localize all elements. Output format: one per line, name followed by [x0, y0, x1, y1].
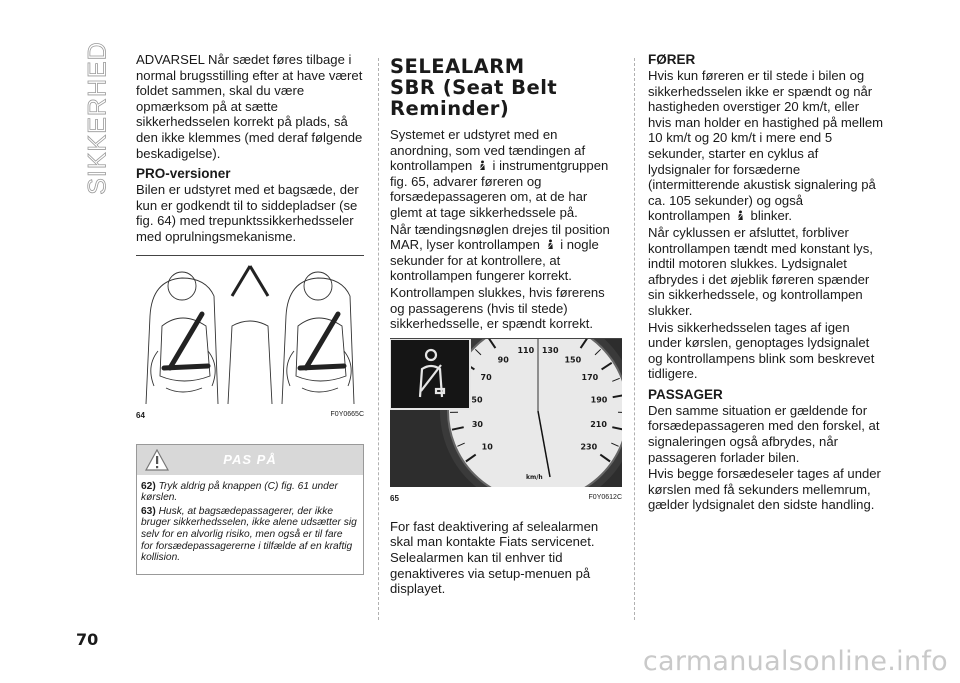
warning-box [136, 444, 364, 575]
figure-caption [390, 494, 622, 503]
sbr-paragraph-2: Når tændingsnøglen drejes til position MAR, lyser kontrollampen i nogle sekunder for at kontrollere, at kontrollampen fungerer korrekt. [390, 221, 610, 284]
side-title-text: SIKKERHED [83, 41, 112, 195]
pro-heading: PRO-versioner [136, 166, 231, 182]
speedometer-illustration [390, 339, 622, 487]
warning-item-text: Husk, at bagsædepassagerer, der ikke bruger sikkerhedsselen, ikke alene udsætter sig selv for en alvorlig risiko, men også er til fare for forsædepassagererne i tilfælde af en kraftig kollision. [141, 505, 357, 564]
advarsel-paragraph: ADVARSEL Når sædet føres tilbage i normal brugsstilling efter at have været foldet sammen, skal du være opmærksom på at sætte sikkerhedsselen korrekt på plads, så den ikke klemmes (med deraf følgende beskadigelse). [136, 52, 363, 161]
speed-scale-label: 70 [480, 372, 492, 382]
driver-paragraph-3: Hvis sikkerhedsselen tages af igen under kørslen, genoptages lydsignalet og kontrollampens blink som beskrevet tidligere. [648, 319, 875, 382]
column-2 [390, 52, 622, 598]
figure-number: 64 [136, 410, 145, 420]
seatbelt-warning-icon [478, 160, 487, 171]
speed-scale-label: 190 [590, 395, 608, 405]
column-divider [378, 58, 379, 620]
speed-scale-label: 50 [471, 395, 483, 405]
figure-number: 65 [390, 493, 399, 503]
driver-paragraph-1: Hvis kun føreren er til stede i bilen og sikkerhedsselen ikke er spændt og når hastigheden overstiger 20 km/t, eller hvis man holder en hastighed på mellem 10 km/t og 20 km/t i mere end 5 sekunder, starter en cyklus af lydsignaler for forsæderne (intermitterende akustisk signalering på ca. 105 sekunder) og også kontrollampen blinker. [648, 68, 884, 224]
warning-header [137, 445, 363, 475]
heading-line: SELEALARM [390, 55, 525, 78]
column-divider [634, 58, 635, 620]
warning-triangle-icon [145, 449, 169, 471]
warning-title: PAS PÅ [223, 452, 277, 468]
heading-line: SBR (Seat Belt [390, 76, 558, 99]
figure-caption [136, 411, 364, 420]
speed-scale-label: 230 [580, 442, 598, 452]
warning-item-text: Tryk aldrig på knappen (C) fig. 61 under kørslen. [141, 480, 338, 504]
speed-scale-label: 150 [564, 355, 582, 365]
speed-scale-label: 130 [541, 345, 559, 355]
pro-paragraph: Bilen er udstyret med et bagsæde, der kun er godkendt til to siddepladser (se fig. 64) med trepunktssikkerhedsseler med oprulningsmekanisme. [136, 182, 359, 244]
sbr-paragraph-3: Kontrollampen slukkes, hvis førerens og passagerens (hvis til stede) sikkerhedsselle, er spændt korrekt. [390, 284, 605, 332]
figure-64 [136, 255, 364, 420]
watermark-url: carmanualsonline.info [642, 646, 948, 677]
column-1 [136, 52, 364, 575]
sbr-paragraph-1: Systemet er udstyret med en anordning, som ved tændingen af kontrollampen i instrumentgruppen fig. 65, advarer føreren og forsædepassageren om, at de har glemt at tage sikkerhedssele på. [390, 127, 609, 220]
speed-unit-label: km/h [526, 473, 543, 481]
warning-body [137, 475, 363, 574]
seatbelt-warning-icon [546, 239, 555, 250]
speed-scale-label: 210 [590, 419, 607, 429]
speed-scale-label: 10 [481, 442, 493, 452]
passenger-paragraph-1: Den samme situation er gældende for forsædepassageren med den forskel, at signaleringen også afbrydes, når passageren forlader bilen. [648, 402, 880, 465]
rear-seat-belts-illustration [136, 256, 364, 404]
warning-item [141, 481, 357, 504]
page-number: 70 [76, 630, 99, 649]
warning-item-number: 62) [141, 480, 156, 492]
figure-code: F0Y0665C [330, 410, 364, 418]
passenger-paragraph-2: Hvis begge forsædeseler tages af under kørslen med få sekunders mellemrum, gælder lydsignalet den sidste handling. [648, 466, 881, 513]
seatbelt-warning-icon [736, 210, 745, 221]
passenger-heading: PASSAGER [648, 386, 723, 402]
column-3 [648, 52, 884, 514]
warning-item [141, 506, 357, 564]
driver-paragraph-2: Når cyklussen er afsluttet, forbliver kontrollampen tændt med konstant lys, indtil motoren slukkes. Lydsignalet afbrydes i det øjeblik føreren spænder sin sikkerhedssele, og kontrollampen slukker. [648, 224, 873, 318]
section-side-title [78, 41, 118, 195]
speed-scale-label: 90 [497, 355, 509, 365]
speed-scale-label: 30 [471, 419, 483, 429]
driver-heading: FØRER [648, 52, 696, 67]
heading-line: Reminder) [390, 97, 510, 120]
speed-scale-label: 110 [517, 345, 535, 355]
figure-65 [390, 338, 622, 503]
speed-scale-label: 170 [581, 372, 599, 382]
selealarm-heading [390, 56, 622, 119]
warning-item-number: 63) [141, 505, 156, 517]
sbr-paragraph-4: For fast deaktivering af selealarmen skal man kontakte Fiats servicenet. Selealarmen kan til enhver tid genaktiveres via setup-menuen på displayet. [390, 518, 599, 597]
figure-code: F0Y0612C [588, 493, 622, 501]
